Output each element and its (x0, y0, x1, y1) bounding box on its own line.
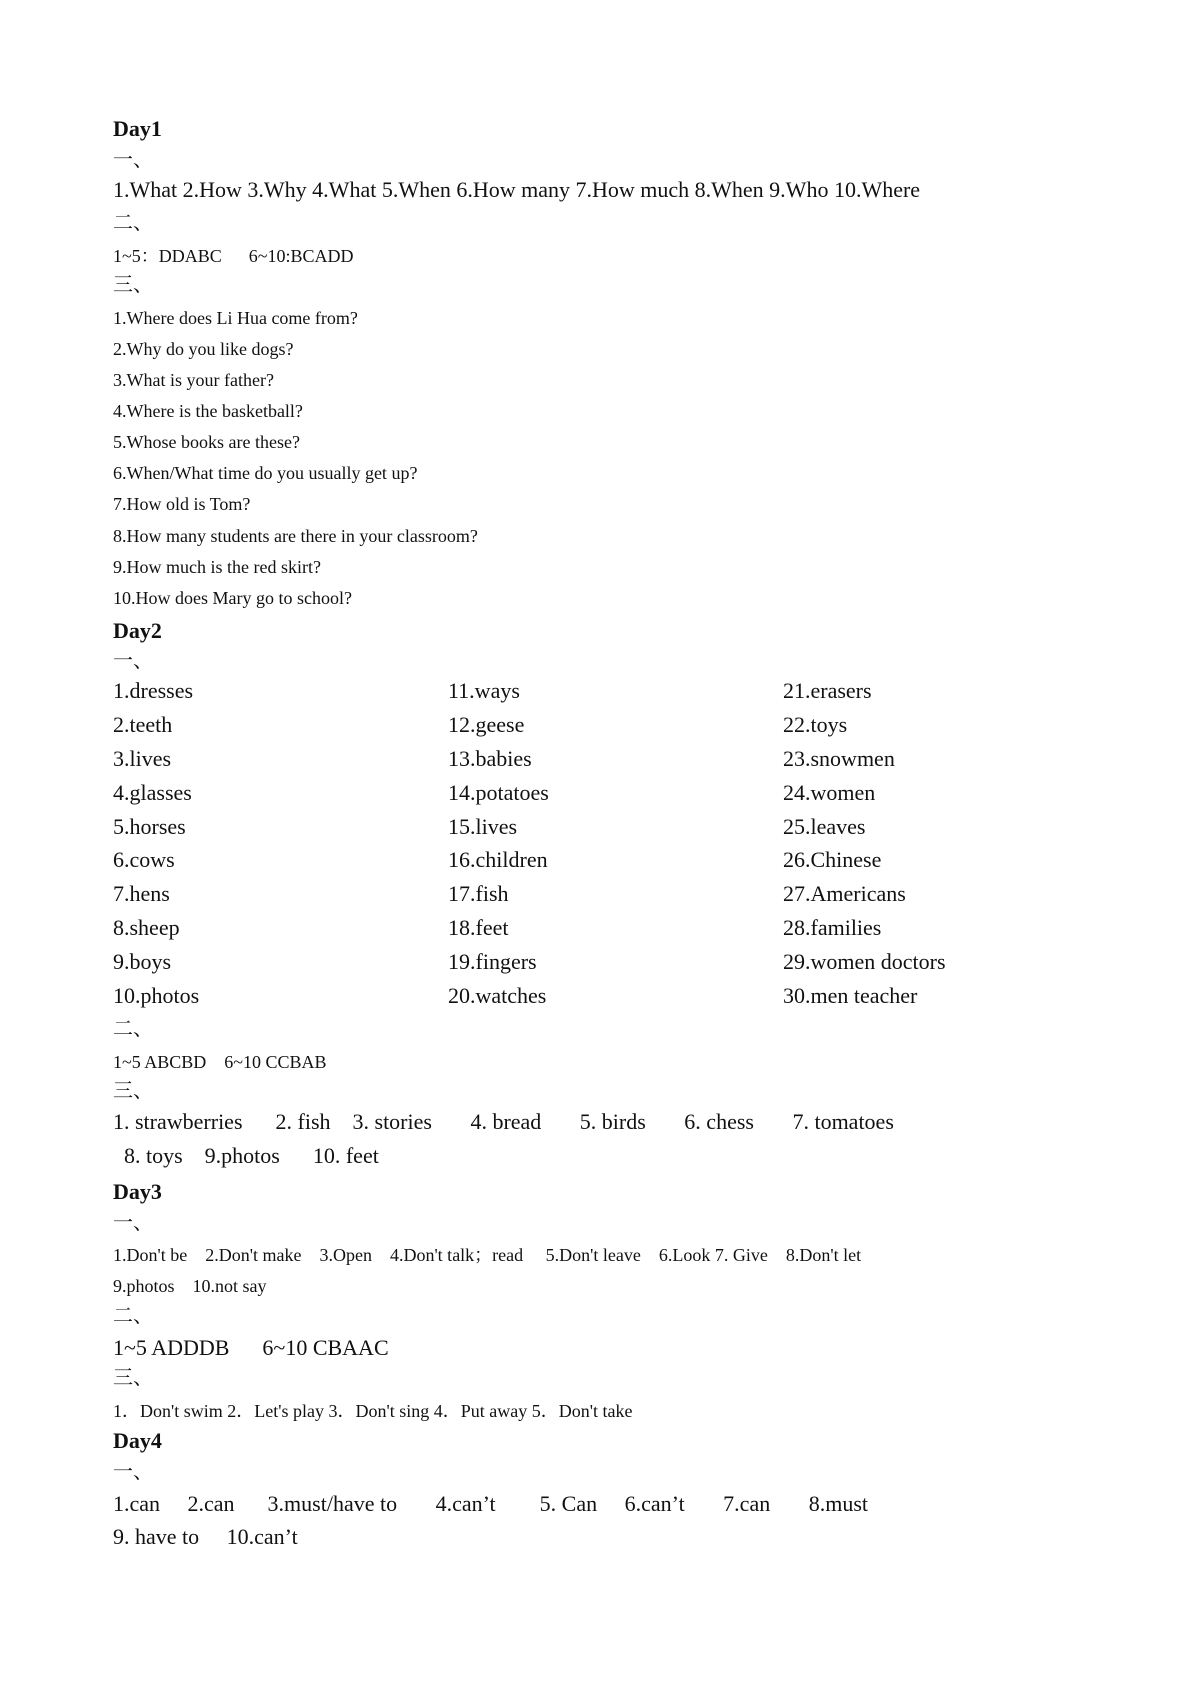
day3-section2-marker: 二、 (113, 1305, 153, 1327)
day1-question-7: 7.How old is Tom? (113, 494, 251, 514)
day4-section1-marker: 一、 (113, 1461, 153, 1483)
day2-section3-answers-line2: 8. toys 9.photos 10. feet (113, 1143, 379, 1168)
day2-word: 6.cows (113, 847, 175, 872)
day2-word: 16.children (448, 847, 548, 872)
day2-section2-answers: 1~5 ABCBD 6~10 CCBAB (113, 1052, 327, 1072)
day2-section3-marker: 三、 (113, 1080, 153, 1102)
day2-word: 21.erasers (783, 678, 872, 703)
day2-word: 4.glasses (113, 780, 192, 805)
day1-section1-marker: 一、 (113, 149, 153, 171)
day2-word: 30.men teacher (783, 983, 918, 1008)
day2-word: 7.hens (113, 881, 170, 906)
day1-section1-answers: 1.What 2.How 3.Why 4.What 5.When 6.How many 7.How much 8.When 9.Who 10.Where (113, 177, 921, 202)
day4-section1-answers-line2: 9. have to 10.can’t (113, 1524, 298, 1549)
day1-question-6: 6.When/What time do you usually get up? (113, 463, 418, 483)
day2-section1-marker: 一、 (113, 650, 153, 672)
day2-section3-answers-line1: 1. strawberries 2. fish 3. stories 4. bread 5. birds 6. chess 7. tomatoes (113, 1109, 894, 1134)
day2-word: 25.leaves (783, 814, 866, 839)
day1-section2-marker: 二、 (113, 212, 153, 234)
day1-section2-answers: 1~5：DDABC 6~10:BCADD (113, 246, 354, 266)
day2-word: 1.dresses (113, 678, 194, 703)
day3-section2-answers: 1~5 ADDDB 6~10 CBAAC (113, 1335, 389, 1360)
day3-section3-marker: 三、 (113, 1367, 153, 1389)
day3-section1-answers-line2: 9.photos 10.not say (113, 1276, 267, 1296)
day2-word: 26.Chinese (783, 847, 882, 872)
day1-question-10: 10.How does Mary go to school? (113, 588, 352, 608)
day1-question-8: 8.How many students are there in your classroom? (113, 526, 478, 546)
day2-word: 13.babies (448, 746, 532, 771)
day2-heading: Day2 (113, 618, 162, 643)
day4-section1-answers-line1: 1.can 2.can 3.must/have to 4.can’t 5. Can 6.can’t 7.can 8.must (113, 1491, 868, 1516)
day4-heading: Day4 (113, 1428, 162, 1453)
day2-word: 10.photos (113, 983, 200, 1008)
day2-section2-marker: 二、 (113, 1018, 153, 1040)
day2-word: 12.geese (448, 712, 525, 737)
day2-word: 17.fish (448, 881, 509, 906)
day1-question-4: 4.Where is the basketball? (113, 401, 303, 421)
day2-word: 28.families (783, 915, 882, 940)
day1-question-2: 2.Why do you like dogs? (113, 339, 294, 359)
day2-word: 9.boys (113, 949, 172, 974)
day2-word: 19.fingers (448, 949, 537, 974)
day2-word: 27.Americans (783, 881, 906, 906)
day1-heading: Day1 (113, 116, 162, 141)
day2-word: 5.horses (113, 814, 186, 839)
day2-word: 18.feet (448, 915, 509, 940)
day3-section1-answers-line1: 1.Don't be 2.Don't make 3.Open 4.Don't talk；read 5.Don't leave 6.Look 7. Give 8.Don't let (113, 1245, 862, 1265)
day1-question-1: 1.Where does Li Hua come from? (113, 308, 358, 328)
day1-question-9: 9.How much is the red skirt? (113, 557, 321, 577)
day2-word: 11.ways (448, 678, 520, 703)
day1-question-3: 3.What is your father? (113, 370, 274, 390)
day2-word: 3.lives (113, 746, 172, 771)
day2-word: 15.lives (448, 814, 518, 839)
day2-word: 29.women doctors (783, 949, 946, 974)
day2-word: 8.sheep (113, 915, 180, 940)
day3-section3-answers: 1．Don't swim 2．Let's play 3．Don't sing 4．Put away 5．Don't take (113, 1401, 633, 1421)
day2-word: 20.watches (448, 983, 547, 1008)
day1-section3-marker: 三、 (113, 274, 153, 296)
day2-word: 14.potatoes (448, 780, 549, 805)
day2-word: 24.women (783, 780, 876, 805)
day1-question-5: 5.Whose books are these? (113, 432, 300, 452)
day3-heading: Day3 (113, 1179, 162, 1204)
day3-section1-marker: 一、 (113, 1212, 153, 1234)
day2-word: 22.toys (783, 712, 848, 737)
day2-word: 2.teeth (113, 712, 173, 737)
day2-word: 23.snowmen (783, 746, 895, 771)
